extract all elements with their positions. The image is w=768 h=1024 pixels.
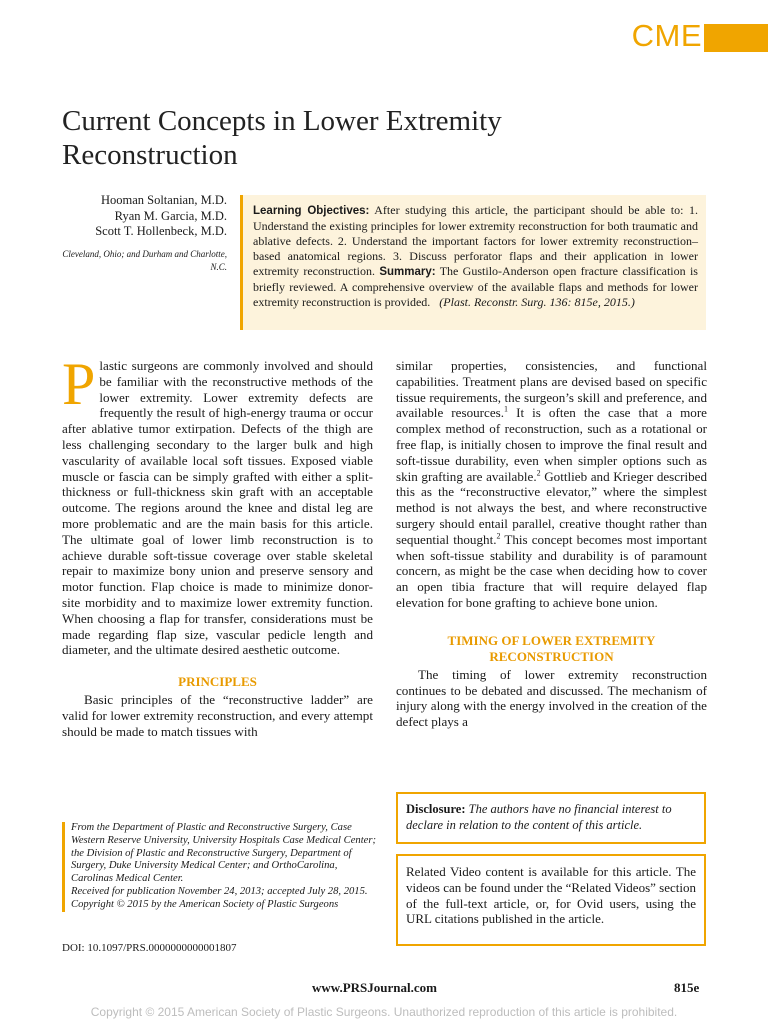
copyright-watermark: Copyright © 2015 American Society of Plastic Surgeons. Unauthorized reproduction of this article is prohibited. — [90, 1005, 678, 1019]
intro-paragraph — [62, 351, 373, 658]
cme-badge-text: CME — [631, 18, 702, 53]
learning-objectives-label: Learning Objectives: — [253, 205, 370, 217]
intro-text: lastic surgeons are commonly involved and should be familiar with the reconstructive methods of the lower extremity. Lower extremity defects are frequently the result of high-energy trauma or occur after ablative tumor extirpation. Defects of the thigh are less challenging secondary to the larger bulk and high vascularity of available local soft tissues. Exposed viable muscle or fascia can be simply grafted with either a split-thickness or full-thickness skin graft with an acceptable outcome. The regions around the knee and distal leg are more problematic and are the main basis for this article. The ultimate goal of lower limb reconstruction is to achieve durable soft-tissue coverage over stable skeletal repair to maximize bony union and preserve sensory and motor function. Flap choice is made to minimize donor-site morbidity and to maximize lower extremity function. When choosing a flap for transfer, considerations must be made regarding flap size, vascular pedicle length and diameter, and the ultimate desired aesthetic outcome. — [62, 358, 373, 658]
principles-paragraph: Basic principles of the “reconstructive ladder” are valid for lower extremity reconstruction, and every attempt should be made to match tissues with — [62, 692, 373, 739]
page-number: 815e — [674, 980, 700, 995]
summary-text: The Gustilo-Anderson open fracture classification is briefly reviewed. A comprehensive overview of the available flaps and methods for lower extremity reconstruction is provided. — [253, 264, 698, 309]
author-name: Ryan M. Garcia, M.D. — [114, 208, 227, 223]
section-heading-timing: TIMING OF LOWER EXTREMITY RECONSTRUCTION — [447, 632, 656, 664]
reference-link[interactable]: 2 — [496, 531, 501, 541]
reference-link[interactable]: 2 — [536, 468, 541, 478]
department-affiliations: From the Department of Plastic and Reconstructive Surgery, Case Western Reserve University, University Hospitals Case Medical Center; the Division of Plastic and Reconstructive Surgery, Department of Surgery, Duke University Medical Center; and OrthoCarolina, Carolinas Medical Center. — [71, 822, 376, 885]
affiliation-block — [62, 822, 377, 912]
body-column-right — [396, 358, 707, 730]
body-column-left — [62, 351, 373, 740]
author-affiliation: Cleveland, Ohio; and Durham and Charlotte, N.C. — [62, 248, 227, 272]
drop-cap: P — [62, 351, 96, 417]
citation: (Plast. Reconstr. Surg. 136: 815e, 2015.) — [439, 295, 635, 309]
author-name: Hooman Soltanian, M.D. — [100, 193, 227, 207]
author-list — [60, 193, 227, 274]
related-video-note: Related Video content is available for this article. The videos can be found under the “Related Videos” section of the full-text article, or, for Ovid users, using the URL citations published in the article. — [396, 854, 706, 946]
reference-link[interactable]: 1 — [504, 405, 509, 415]
summary-label: Summary: — [379, 266, 436, 278]
learning-objectives-box — [240, 195, 706, 330]
cme-badge-bar — [704, 24, 768, 52]
author-name: Scott T. Hollenbeck, M.D. — [95, 224, 227, 238]
learning-objectives-text: After studying this article, the participant should be able to: 1. Understand the existing principles for lower extremity reconstruction for both traumatic and ablative defects. 2. Understand the important factors for lower extremity reconstruction–based anatomical regions. 3. Discuss perforator flaps and their application in lower extremity reconstruction. — [253, 203, 698, 278]
ladder-paragraph: similar properties, consistencies, and functional capabilities. Treatment plans are devised based on specific tissue requirements, the surgeon’s skill and preference, and available resources.$^1$ It is often the case that a more complex method of reconstruction, such as a rotational or free flap, is initially chosen to improve the final result and soft-tissue durability, even when simpler options such as skin grafting are available.$^2$ Gottlieb and Krieger described this as the “reconstructive elevator,” where the simplest method is not always the best, and where reconstructive surgery should entail parallel, creative thought rather than sequential thought.$^2$ This concept becomes most important when soft-tissue stability and durability is of paramount concern, as might be the case when deciding how to cover an open tibia fracture that will require delayed flap elevation for bone grafting to achieve bone union. — [396, 358, 707, 610]
doi: DOI: 10.1097/PRS.0000000000001807 — [62, 942, 237, 954]
disclosure-box — [396, 792, 706, 844]
section-heading-principles: PRINCIPLES — [178, 674, 257, 690]
received-dates: Received for publication November 24, 2013; accepted July 28, 2015. — [71, 885, 368, 897]
article-title: Current Concepts in Lower Extremity Reconstruction — [62, 105, 502, 171]
timing-paragraph: The timing of lower extremity reconstruction continues to be debated and discussed. The mechanism of injury along with the energy involved in the creation of the defect plays a — [396, 666, 707, 730]
disclosure-text: The authors have no financial interest to declare in relation to the content of this article. — [406, 802, 672, 832]
disclosure-label: Disclosure: — [406, 802, 466, 816]
copyright-line: Copyright © 2015 by the American Society of Plastic Surgeons — [71, 898, 339, 910]
journal-url-link[interactable]: www.PRSJournal.com — [312, 980, 437, 995]
